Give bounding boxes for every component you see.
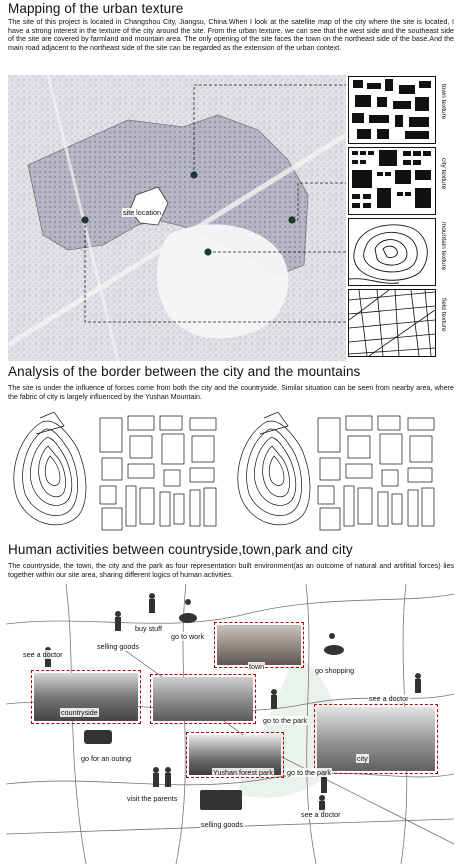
label-go-outing: go for an outing xyxy=(81,754,131,763)
mountain-contour-left xyxy=(14,412,86,525)
site-location-label: site location xyxy=(123,208,161,217)
label-selling-goods-2: selling goods xyxy=(201,820,243,829)
section2-paragraph: The site is under the influence of forces come from both the city and the countryside. Similar situation can be seen from nearby area, where the fabric of city is largely influenced by the Yushan Mountain. xyxy=(8,384,454,401)
texture-mountain-thumb xyxy=(348,218,436,286)
label-see-doctor-3: see a doctor xyxy=(301,810,341,819)
texture-field-thumb xyxy=(348,289,436,357)
section2-title: Analysis of the border between the city and the mountains xyxy=(8,364,361,379)
figure-selling-goods-truck xyxy=(200,790,242,810)
label-go-to-work: go to work xyxy=(171,632,205,641)
city-blocks-left xyxy=(100,416,216,530)
label-selling-goods-1: selling goods xyxy=(97,642,139,651)
label-buy-stuff: buy stuff xyxy=(135,624,163,633)
section1-title: Mapping of the urban texture xyxy=(8,1,184,16)
label-countryside: countryside xyxy=(61,708,98,717)
label-go-to-park-2: go to the park xyxy=(287,768,331,777)
label-go-to-park-1: go to the park xyxy=(263,716,307,725)
section3-paragraph: The countryside, the town, the city and the park as four representation built environment(as an outcome of natural and artifitial forces) lies together within our site area, sharing different logics of human activities. xyxy=(8,562,454,579)
figure-go-shopping xyxy=(324,633,344,655)
mountain-contour-right xyxy=(238,412,310,525)
figure-go-to-work xyxy=(179,599,197,623)
texture-city-thumb xyxy=(348,147,436,215)
satellite-map-drawing xyxy=(8,75,346,361)
section3-title: Human activities between countryside,town,park and city xyxy=(8,542,353,557)
label-city: city xyxy=(357,754,368,763)
label-yushan: Yushan forest park xyxy=(213,768,273,777)
texture-town-thumb xyxy=(348,76,436,144)
figure-see-doctor-2 xyxy=(415,673,421,693)
figure-go-to-park xyxy=(271,689,277,709)
label-town: town xyxy=(249,662,265,671)
label-see-doctor-2: see a doctor xyxy=(369,694,409,703)
satellite-map xyxy=(8,75,346,361)
texture-label-city: city texture xyxy=(440,158,447,190)
activity-map xyxy=(6,584,454,864)
figure-visit-parents xyxy=(153,767,171,787)
texture-label-mountain: mountain texture xyxy=(440,222,447,271)
label-see-doctor-1: see a doctor xyxy=(23,650,63,659)
figure-go-outing xyxy=(84,730,112,744)
figure-selling-goods xyxy=(115,611,121,631)
section1-paragraph: The site of this project is located in Changshou City, Jiangsu, China.When I look at the satellite map of the city where the site is located, I have a strong interest in the texture of the city around the site. From the urban texture, we can see that the west side and the southeast side of the site are covered by farmland and mountain area. The only opening of the site faces the town on the northeast side of the base.And the main road adjacent to the northeast side of the site can be regarded as the extension of the urban context. xyxy=(8,18,454,52)
label-go-shopping: go shopping xyxy=(315,666,355,675)
label-visit-parents: visit the parents xyxy=(127,794,178,803)
figure-buy-stuff xyxy=(149,593,155,613)
texture-label-field: field texture xyxy=(440,298,447,332)
border-analysis-drawing xyxy=(6,408,454,536)
city-blocks-right xyxy=(318,416,434,530)
texture-label-town: town texture xyxy=(440,84,447,120)
